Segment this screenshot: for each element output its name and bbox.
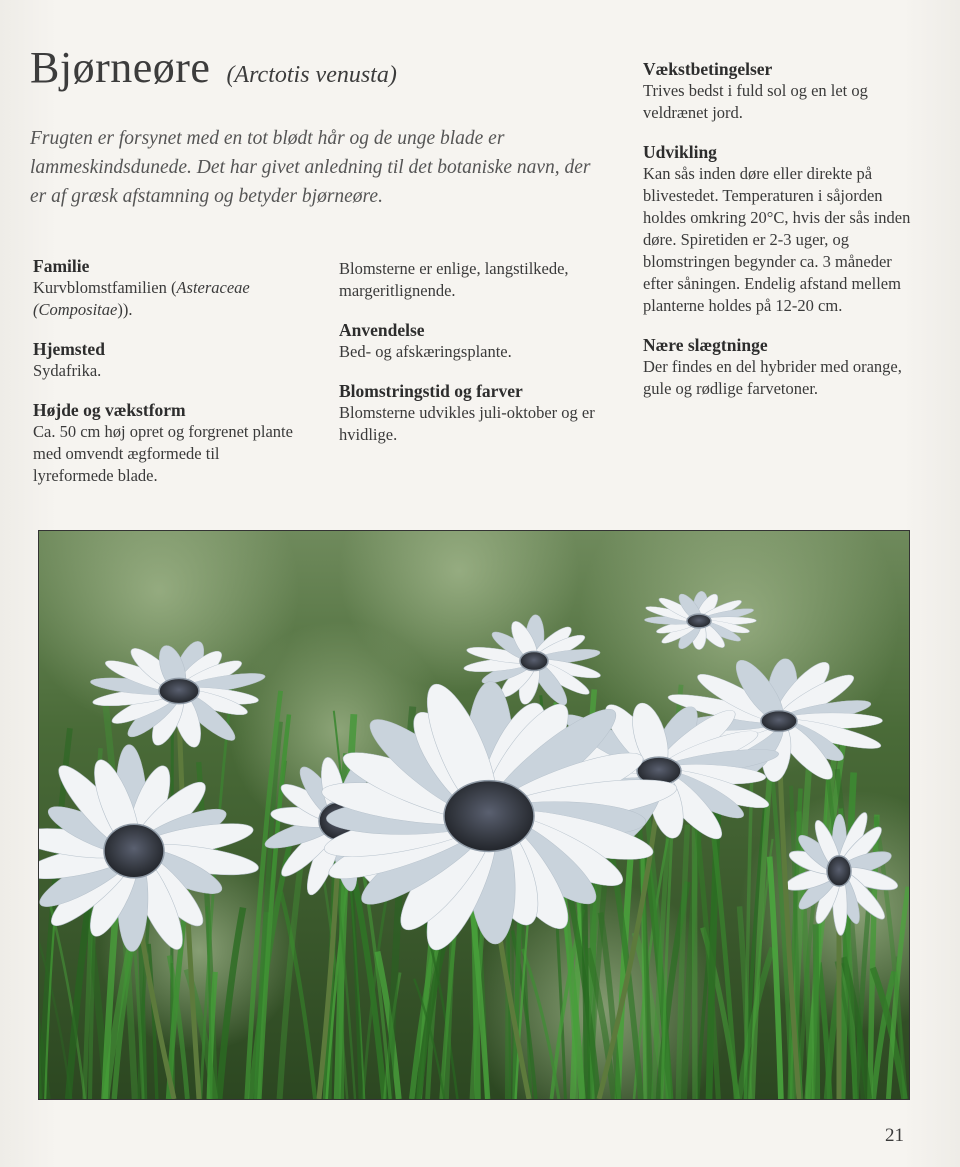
section-text: Der findes en del hybrider med orange, gule og rødlige farvetoner.: [643, 357, 902, 398]
flower-center: [159, 678, 199, 703]
section-heading: Blomstringstid og farver: [339, 381, 523, 401]
flower-center: [520, 651, 548, 670]
section-text: [33, 277, 298, 321]
section-text: Trives bedst i fuld sol og en let og veldrænet jord.: [643, 81, 868, 122]
flower-illustration: [39, 531, 909, 1099]
section-hjemsted: [33, 338, 298, 382]
section-heading: Familie: [33, 256, 90, 276]
title-latin-name: (Arctotis venusta): [226, 62, 397, 88]
section-heading: Nære slægtninge: [643, 335, 768, 355]
section-heading: Udvikling: [643, 142, 717, 162]
section-familie: [33, 255, 298, 321]
section-naere: [643, 334, 918, 400]
section-blomster: [339, 258, 601, 302]
section-text: Sydafrika.: [33, 361, 102, 380]
section-text: Blomsterne udvikles juli-oktober og er hvidlige.: [339, 403, 595, 444]
section-text: Kan sås inden døre eller direkte på blivestedet. Temperaturen i såjorden holdes omkring 20°C, hvis der sås inden døre. Spiretiden er 2-3 uger, og blomstringen begynder ca. 3 måneder efter såningen. Endelig afstand mellem planterne holdes på 12-20 cm.: [643, 164, 911, 315]
flower-center: [444, 781, 534, 852]
title-common-name: Bjørneøre: [30, 43, 211, 92]
column-right: [643, 58, 918, 417]
section-text: Blomsterne er enlige, langstilkede, margeritlignende.: [339, 259, 569, 300]
familie-latin: Asteraceae (Compositae: [33, 278, 250, 319]
grass-blade: [816, 924, 818, 1099]
familie-text-end: )).: [117, 300, 133, 319]
flower-photo: [38, 530, 910, 1100]
section-heading: Højde og vækstform: [33, 400, 186, 420]
section-hojde: [33, 399, 298, 487]
section-blomstringstid: [339, 380, 601, 446]
section-text: Bed- og afskæringsplante.: [339, 342, 512, 361]
flower-center: [761, 711, 797, 732]
familie-text: Kurvblomstfamilien (: [33, 278, 177, 297]
intro-paragraph: Frugten er forsynet med en tot blødt hår og de unge blade er lammeskindsdunede. Det har givet anledning til det botaniske navn, der er af græsk afstamning og betyder bjørneøre.: [30, 128, 591, 207]
page-number: 21: [885, 1125, 904, 1146]
flower-center: [104, 824, 164, 878]
section-heading: Vækstbetingelser: [643, 59, 773, 79]
section-heading: Anvendelse: [339, 320, 425, 340]
page-title: [30, 42, 397, 93]
flower-center: [827, 856, 851, 886]
section-text: Ca. 50 cm høj opret og forgrenet plante med omvendt ægformede til lyreformede blade.: [33, 422, 293, 485]
section-vaekstbetingelser: [643, 58, 918, 124]
flower-center: [687, 614, 711, 628]
section-heading: Hjemsted: [33, 339, 105, 359]
section-udvikling: [643, 141, 918, 317]
column-middle: [339, 258, 601, 463]
section-anvendelse: [339, 319, 601, 363]
column-left: [33, 255, 298, 504]
